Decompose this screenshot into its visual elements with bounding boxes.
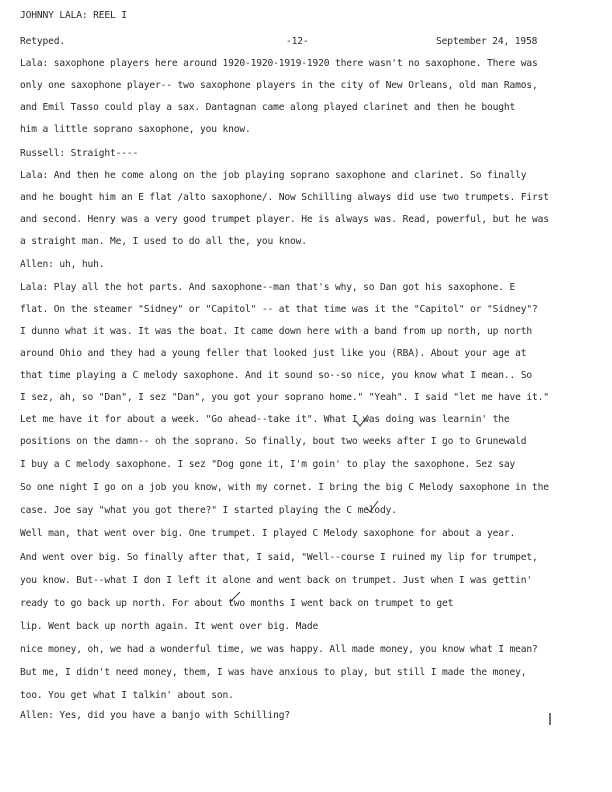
transcript-line: you know. But--what I don I left it alone and went back on trumpet. Just when I was gettin': [20, 575, 532, 586]
transcript-line: I buy a C melody saxophone. I sez "Dog gone it, I'm goin' to play the saxophone. Sez say: [20, 459, 516, 470]
transcript-line: So one night I go on a job you know, with my cornet. I bring the big C Melody saxophone in the: [20, 482, 549, 493]
transcript-line: too. You get what I talkin' about son.: [20, 690, 234, 701]
retyped-note: Retyped.: [20, 36, 66, 47]
transcript-line: flat. On the steamer "Sidney" or "Capitol" -- at that time was it the "Capitol" or "Sidney"?: [20, 304, 538, 315]
checkmark-icon: [355, 414, 369, 428]
transcript-line: and he bought him an E flat /alto saxophone/. Now Schilling always did use two trumpets. First: [20, 192, 549, 203]
transcript-line: a straight man. Me, I used to do all the, you know.: [20, 236, 307, 247]
margin-tick-icon: [548, 712, 552, 726]
transcript-line: lip. Went back up north again. It went over big. Made: [20, 621, 319, 632]
document-date: September 24, 1958: [436, 36, 538, 47]
transcript-line: around Ohio and they had a young feller that looked just like you (RBA). About your age at: [20, 348, 527, 359]
transcript-line: And went over big. So finally after that, I said, "Well--course I ruined my lip for trumpet,: [20, 552, 538, 563]
transcript-line: Allen: Yes, did you have a banjo with Schilling?: [20, 710, 291, 721]
pen-stroke-icon: [228, 590, 242, 604]
transcript-line: only one saxophone player-- two saxophone players in the city of New Orleans, old man Ramos,: [20, 80, 538, 91]
transcript-line: that time playing a C melody saxophone. And it sound so--so nice, you know what I mean.. So: [20, 370, 532, 381]
transcript-line: Well man, that went over big. One trumpet. I played C Melody saxophone for about a year.: [20, 528, 516, 539]
transcript-line: Let me have it for about a week. "Go ahead--take it". What I was doing was learnin' the: [20, 414, 510, 425]
transcript-line: and second. Henry was a very good trumpet player. He is always was. Read, powerful, but he was: [20, 214, 549, 225]
transcript-line: I dunno what it was. It was the boat. It came down here with a band from up north, up north: [20, 326, 532, 337]
transcript-line: case. Joe say "what you got there?" I started playing the C melody.: [20, 505, 397, 516]
transcript-line: But me, I didn't need money, them, I was have anxious to play, but still I made the money,: [20, 667, 527, 678]
document-title: JOHNNY LALA: REEL I: [20, 10, 127, 21]
transcript-line: Allen: uh, huh.: [20, 259, 105, 270]
checkmark-icon: [365, 500, 379, 514]
transcript-line: Russell: Straight----: [20, 148, 139, 159]
transcript-line: positions on the damn-- oh the soprano. So finally, bout two weeks after I go to Grunewald: [20, 436, 527, 447]
transcript-line: Lala: And then he come along on the job playing soprano saxophone and clarinet. So finally: [20, 170, 527, 181]
transcript-line: Lala: Play all the hot parts. And saxophone--man that's why, so Dan got his saxophone. E: [20, 282, 516, 293]
page-number: -12-: [286, 36, 309, 47]
transcript-line: I sez, ah, so "Dan", I sez "Dan", you got your soprano home." "Yeah". I said "let me have it.": [20, 392, 549, 403]
transcript-line: and Emil Tasso could play a sax. Dantagnan came along played clarinet and then he bought: [20, 102, 516, 113]
transcript-line: nice money, oh, we had a wonderful time, we was happy. All made money, you know what I mean?: [20, 644, 538, 655]
transcript-line: him a little soprano saxophone, you know.: [20, 124, 251, 135]
transcript-line: ready to go back up north. For about two months I went back on trumpet to get: [20, 598, 454, 609]
transcript-line: Lala: saxophone players here around 1920-1920-1919-1920 there wasn't no saxophone. There was: [20, 58, 538, 69]
